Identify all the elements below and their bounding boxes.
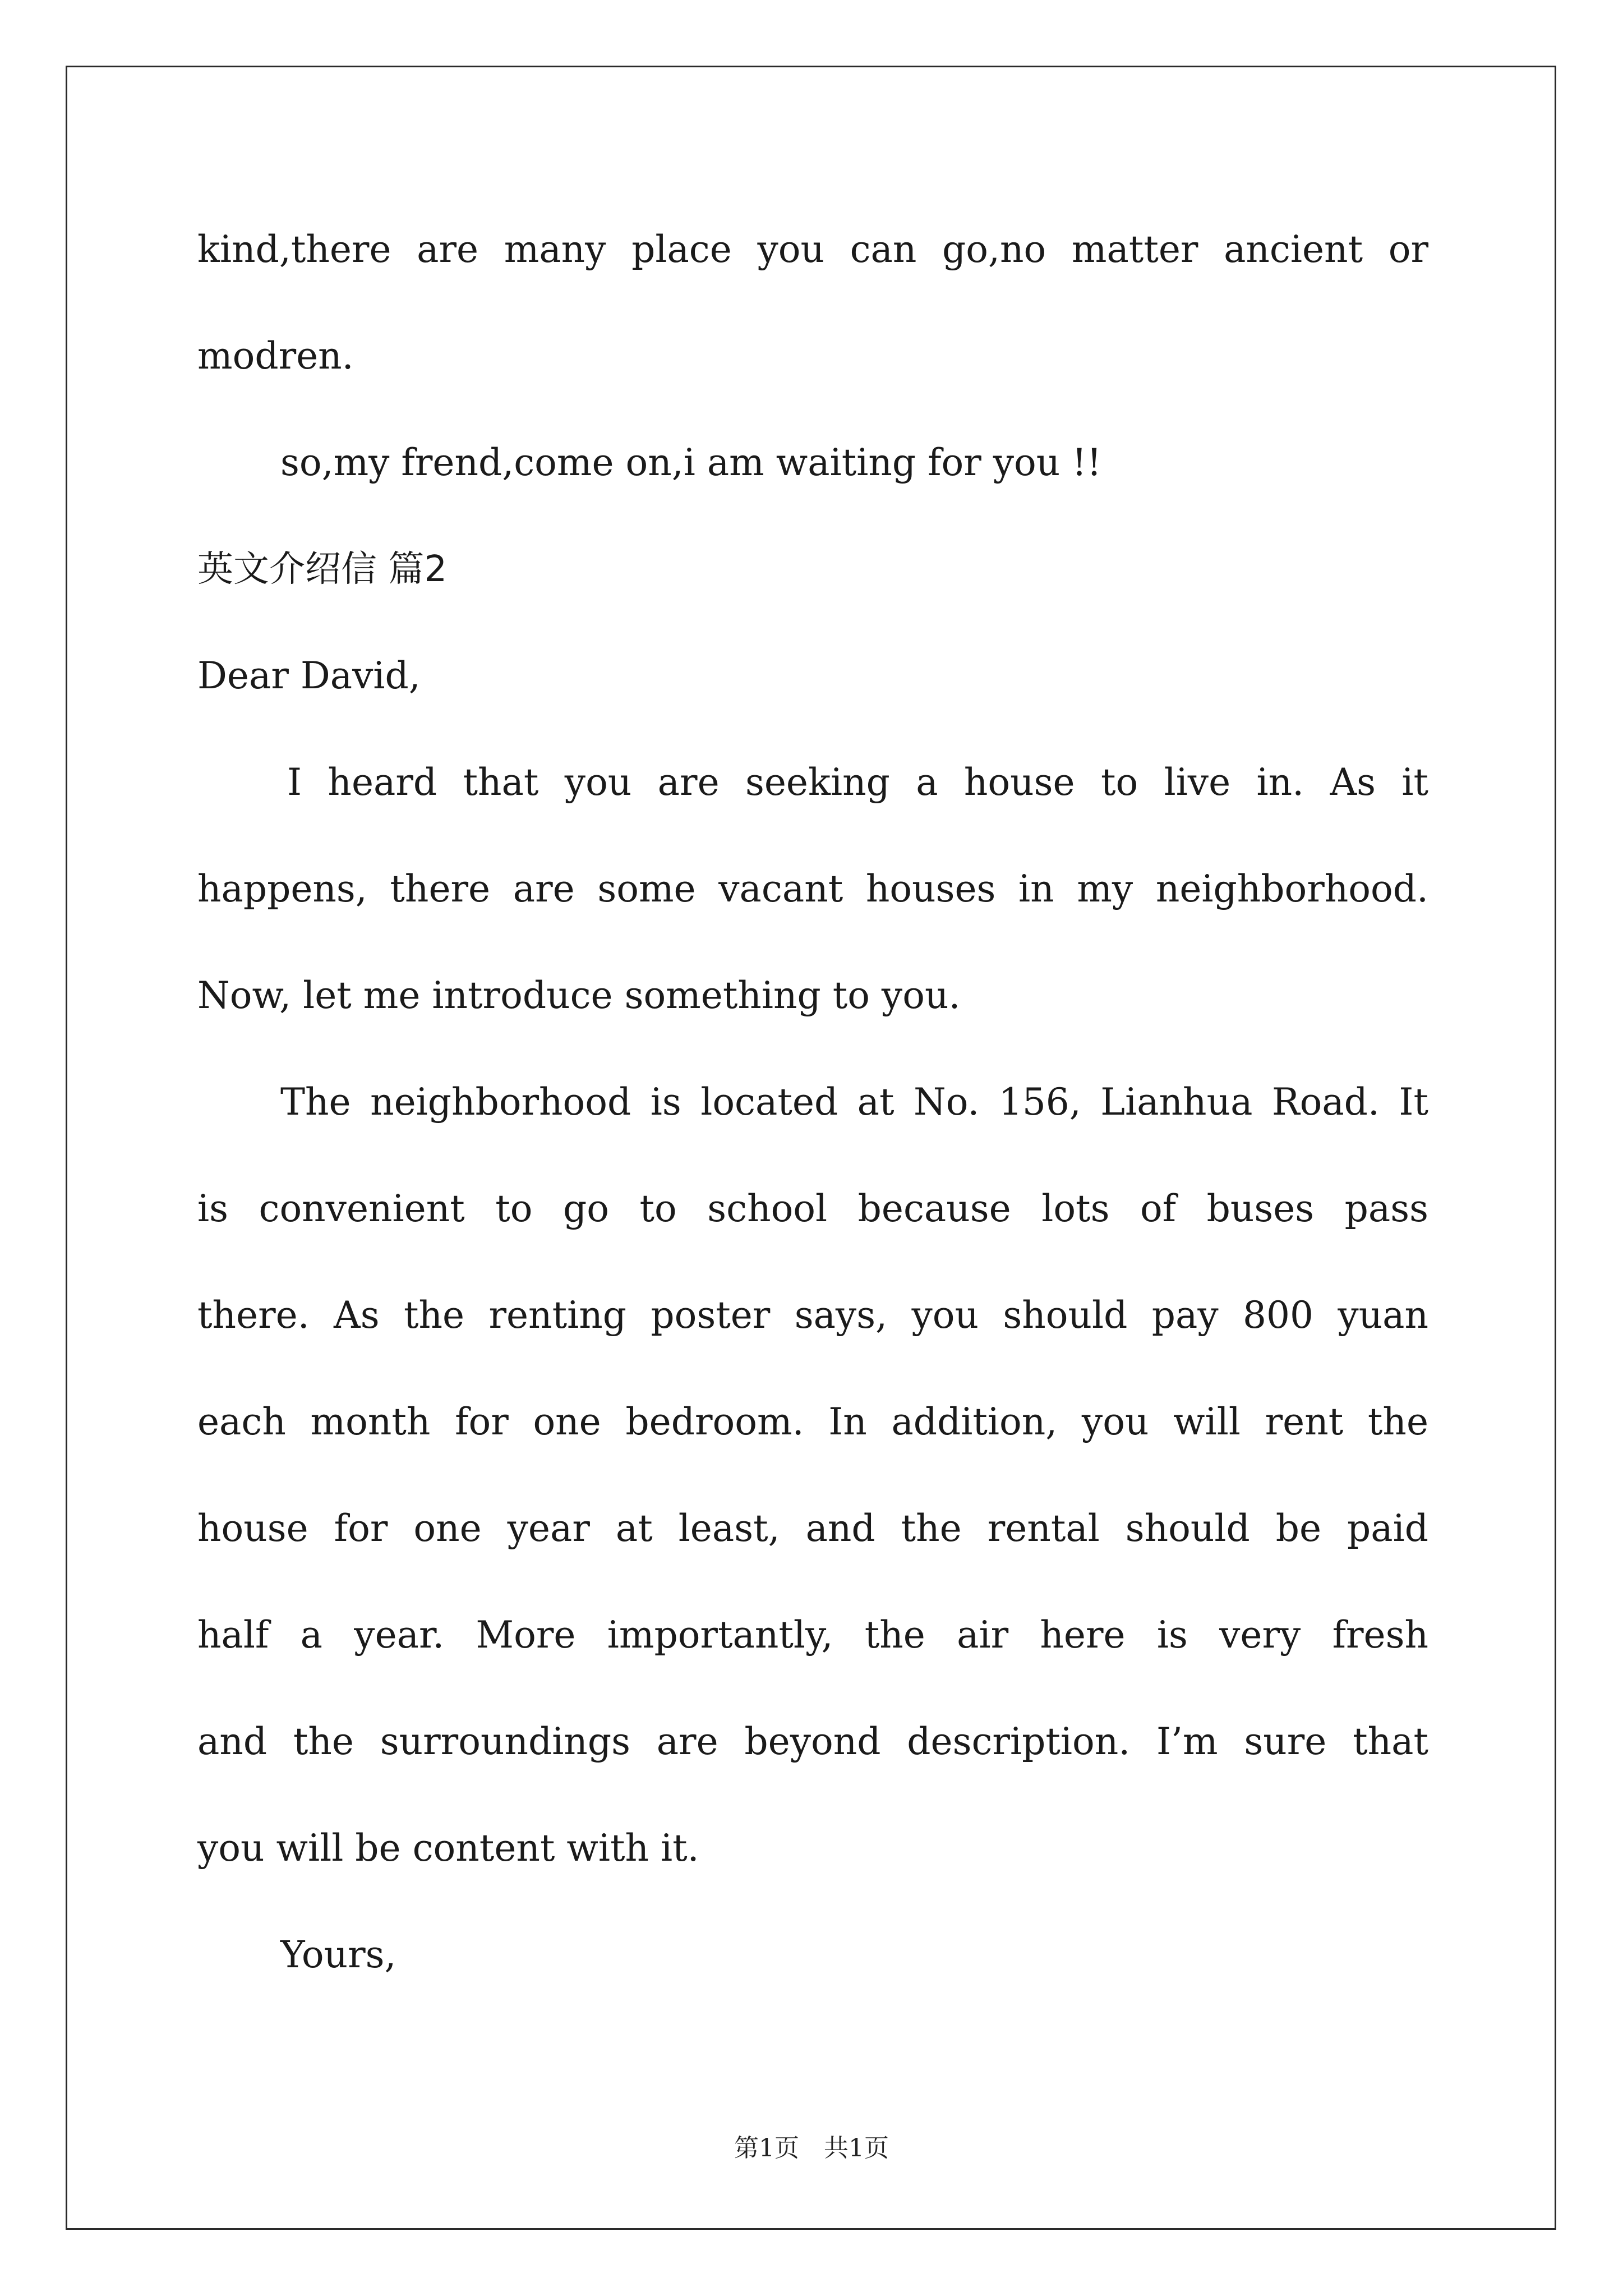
body-line: kind,there are many place you can go,no matter ancient or xyxy=(197,228,1428,271)
body-line: and the surroundings are beyond description. I’m sure that xyxy=(197,1720,1428,1763)
body-line: you will be content with it. xyxy=(197,1826,699,1870)
section-heading: 英文介绍信 篇2 xyxy=(197,549,448,590)
body-line: half a year. More importantly, the air here is very fresh xyxy=(197,1613,1428,1657)
body-line: is convenient to go to school because lots of buses pass xyxy=(197,1187,1428,1230)
body-line: there. As the renting poster says, you should pay 800 yuan xyxy=(197,1294,1428,1337)
body-line: The neighborhood is located at No. 156, Lianhua Road. It xyxy=(280,1080,1428,1124)
body-line: modren. xyxy=(197,334,354,378)
body-line: I heard that you are seeking a house to live in. As it xyxy=(287,761,1428,804)
body-line: Now, let me introduce something to you. xyxy=(197,974,961,1017)
body-line: house for one year at least, and the rental should be paid xyxy=(197,1507,1428,1550)
page-number: 第1页 共1页 xyxy=(734,2134,889,2162)
document-body xyxy=(197,219,1428,2031)
body-line: each month for one bedroom. In addition, you will rent the xyxy=(197,1400,1428,1443)
closing: Yours, xyxy=(280,1933,396,1976)
salutation: Dear David, xyxy=(197,654,421,697)
body-line: happens, there are some vacant houses in my neighborhood. xyxy=(197,867,1428,910)
body-line: so,my frend,come on,i am waiting for you !! xyxy=(280,441,1102,484)
